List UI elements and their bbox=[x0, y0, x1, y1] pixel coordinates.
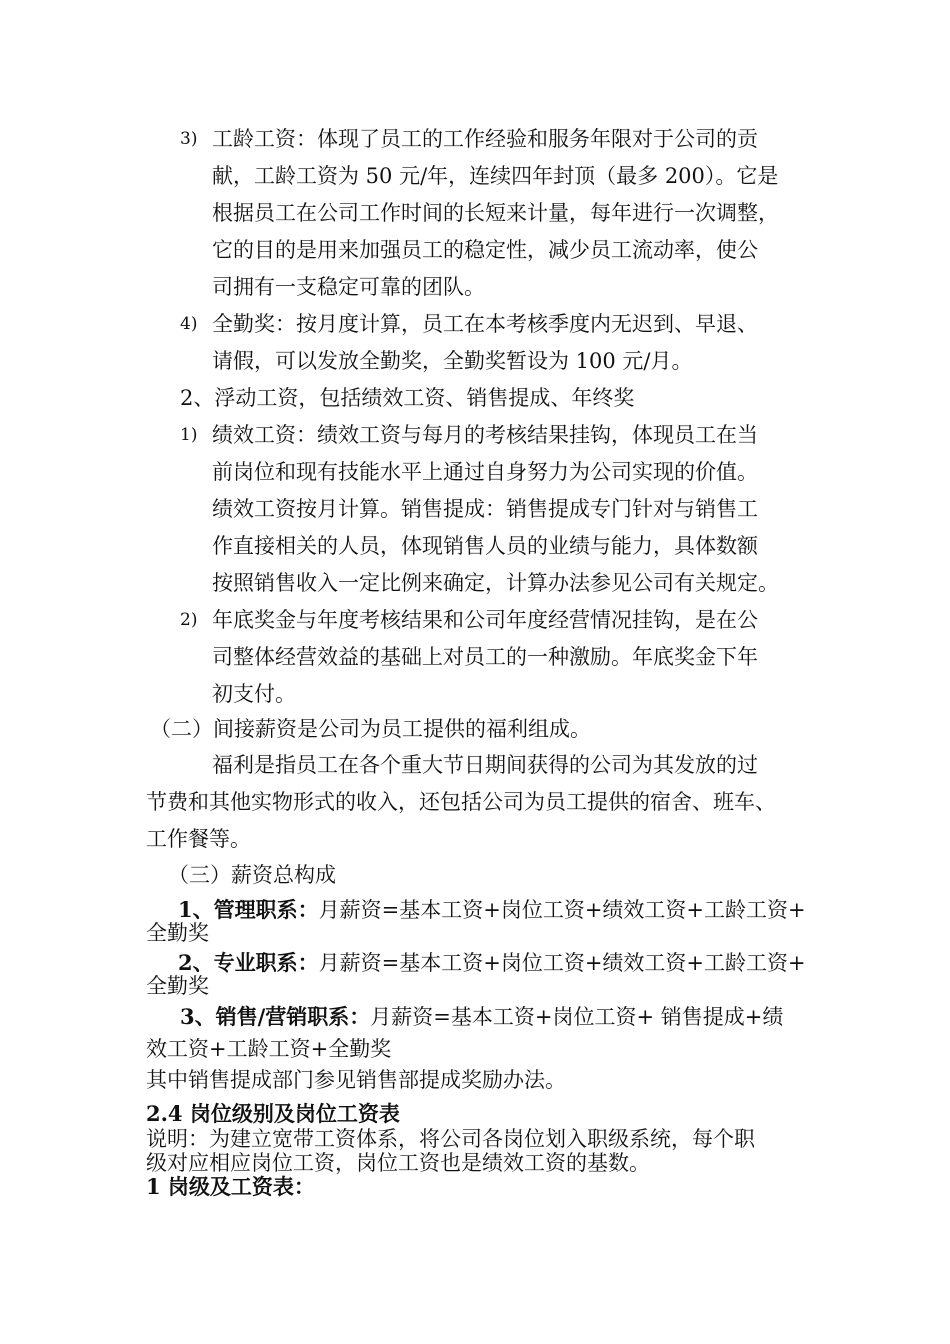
indirect-pay-heading: （二）间接薪资是公司为员工提供的福利组成。 bbox=[150, 717, 591, 741]
list-number: 2) bbox=[180, 610, 198, 630]
formula-label: 1、管理职系： bbox=[178, 897, 319, 922]
formula-label: 2、专业职系： bbox=[178, 950, 319, 975]
formula-line bbox=[180, 1004, 783, 1030]
paragraph-line: 按照销售收入一定比例来确定，计算办法参见公司有关规定。 bbox=[212, 571, 779, 595]
paragraph-line: 献，工龄工资为 50 元/年，连续四年封顶（最多 200）。它是 bbox=[212, 164, 779, 188]
paragraph-line: 司整体经营效益的基础上对员工的一种激励。年底奖金下年 bbox=[212, 645, 758, 669]
paragraph-line: 说明：为建立宽带工资体系，将公司各岗位划入职级系统，每个职 bbox=[146, 1127, 755, 1151]
paragraph-line: 全勤奖：按月度计算，员工在本考核季度内无迟到、早退、 bbox=[212, 312, 758, 336]
paragraph-line: 工作餐等。 bbox=[146, 827, 251, 851]
list-number: 3) bbox=[180, 129, 198, 149]
formula-text: 月薪资=基本工资+岗位工资+绩效工资+工龄工资+ bbox=[318, 951, 806, 975]
table-heading: 1 岗级及工资表： bbox=[146, 1174, 315, 1199]
formula-text: 月薪资=基本工资+岗位工资+绩效工资+工龄工资+ bbox=[318, 898, 806, 922]
paragraph-line: 司拥有一支稳定可靠的团队。 bbox=[212, 275, 485, 299]
list-number: 4) bbox=[180, 314, 198, 334]
paragraph-line: 绩效工资：绩效工资与每月的考核结果挂钩，体现员工在当 bbox=[212, 423, 758, 447]
total-pay-heading: （三）薪资总构成 bbox=[168, 863, 336, 887]
paragraph-line: 级对应相应岗位工资，岗位工资也是绩效工资的基数。 bbox=[146, 1151, 650, 1175]
paragraph-line: 作直接相关的人员，体现销售人员的业绩与能力，具体数额 bbox=[212, 534, 758, 558]
paragraph-line: 初支付。 bbox=[212, 682, 296, 706]
sales-note: 其中销售提成部门参见销售部提成奖励办法。 bbox=[146, 1068, 566, 1092]
formula-line bbox=[178, 950, 806, 976]
floating-pay-heading: 2、浮动工资，包括绩效工资、销售提成、年终奖 bbox=[180, 386, 635, 410]
formula-line bbox=[178, 897, 806, 923]
paragraph-line: 福利是指员工在各个重大节日期间获得的公司为其发放的过 bbox=[212, 753, 758, 777]
formula-continuation: 全勤奖 bbox=[146, 921, 209, 945]
paragraph-line: 工龄工资：体现了员工的工作经验和服务年限对于公司的贡 bbox=[212, 127, 758, 151]
formula-text: 月薪资=基本工资+岗位工资+ 销售提成+绩 bbox=[370, 1005, 784, 1029]
formula-label: 3、销售/营销职系： bbox=[180, 1004, 371, 1029]
paragraph-line: 节费和其他实物形式的收入，还包括公司为员工提供的宿舍、班车、 bbox=[146, 790, 776, 814]
paragraph-line: 年底奖金与年度考核结果和公司年度经营情况挂钩，是在公 bbox=[212, 608, 758, 632]
section-title: 2.4 岗位级别及岗位工资表 bbox=[146, 1101, 400, 1126]
formula-continuation: 全勤奖 bbox=[146, 974, 209, 998]
paragraph-line: 前岗位和现有技能水平上通过自身努力为公司实现的价值。 bbox=[212, 460, 758, 484]
paragraph-line: 根据员工在公司工作时间的长短来计量，每年进行一次调整， bbox=[212, 201, 779, 225]
formula-continuation: 效工资+工龄工资+全勤奖 bbox=[146, 1037, 392, 1061]
paragraph-line: 绩效工资按月计算。销售提成：销售提成专门针对与销售工 bbox=[212, 497, 758, 521]
paragraph-line: 它的目的是用来加强员工的稳定性，减少员工流动率，使公 bbox=[212, 238, 758, 262]
paragraph-line: 请假，可以发放全勤奖，全勤奖暂设为 100 元/月。 bbox=[212, 349, 693, 373]
list-number: 1) bbox=[180, 425, 198, 445]
